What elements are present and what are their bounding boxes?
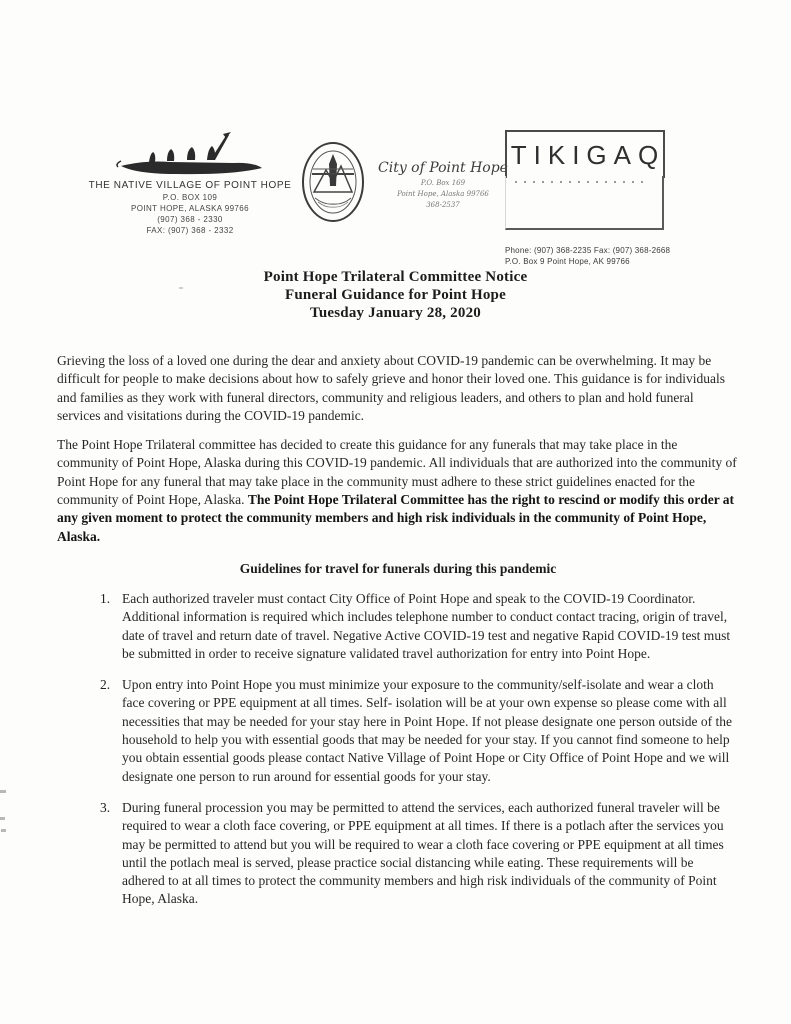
paragraph-guidance-normal: The Point Hope Trilateral committee has decided to create this guidance for any funerals that may take place in the community of Point Hope, Alaska during this COVID-19 pandemic. All individuals that are authorized into the community of Point Hope for any funeral that may take place in the community must adhere to these strict guidelines enacted for the community of Point Hope, Alaska. [57, 437, 737, 508]
guidelines-list [57, 590, 739, 909]
tikigaq-address: P.O. Box 9 Point Hope, AK 99766 [505, 257, 630, 266]
tikigaq-contact-block [505, 245, 675, 267]
native-village-city-line: POINT HOPE, ALASKA 99766 [131, 204, 249, 213]
scan-artifact [0, 790, 6, 793]
native-village-phone: (907) 368 - 2330 [157, 215, 223, 224]
paragraph-guidance-bold: The Point Hope Trilateral Committee has the right to rescind or modify this order at any given moment to protect the community members and high risk individuals in the community of Point Hope, Alaska. [57, 492, 735, 544]
list-item-number: 2. [100, 677, 111, 693]
native-village-name: THE NATIVE VILLAGE OF POINT HOPE [88, 180, 292, 191]
native-village-address: P.O. BOX 109 [162, 193, 218, 202]
city-name: City of Point Hope [378, 160, 508, 176]
notice-title-line-1: Point Hope Trilateral Committee Notice [263, 269, 528, 285]
tikigaq-wordmark: TIKIGAQ [510, 139, 666, 170]
list-item [57, 590, 739, 663]
city-address: P.O. Box 169 [420, 179, 466, 187]
notice-title-line-3: Tuesday January 28, 2020 [310, 305, 481, 321]
native-village-logo-block [75, 132, 305, 235]
list-item-text: Upon entry into Point Hope you must minimize your exposure to the community/self-isolate and wear a cloth face covering or PPE equipment at all times. Self- isolation will be at your own expense so please come with all necessities that may be needed for your stay here in Point Hope. If not please designate one person outside of the household to help you with essential goods that may be needed for your stay. If you cannot find someone to help you obtain essential goods please contact Native Village of Point Hope or City Office of Point Hope and we will designate one person to run around for essential goods for your stay. [122, 677, 732, 784]
umiak-whaling-boat-icon [115, 132, 265, 178]
notice-body [57, 352, 739, 922]
scan-artifact [179, 287, 183, 289]
scan-artifact [1, 829, 6, 832]
paragraph-grieving: Grieving the loss of a loved one during the dear and anxiety about COVID-19 pandemic can be overwhelming. It may be difficult for people to make decisions about how to safely grieve and honor their loved one. This guidance is for individuals and families as they work with funeral directors, community and religious leaders, and others to plan and hold funeral services and visitations during the COVID-19 pandemic. [57, 353, 725, 423]
city-text-block [378, 160, 508, 209]
paragraph-guidance [57, 436, 739, 546]
notice-title-block [0, 268, 791, 322]
list-item [57, 799, 739, 909]
list-item-text: Each authorized traveler must contact City Office of Point Hope and speak to the COVID-19 Coordinator. Additional information is required which includes telephone number to conduct contact tracing, origin of travel, date of travel and return date of travel. Negative Active COVID-19 test and negative Rapid COVID-19 test must be submitted in order to receive signature validated travel authorization for entry into Point Hope. [122, 590, 731, 661]
list-item [57, 676, 739, 786]
scan-artifact [0, 817, 5, 820]
city-city-line: Point Hope, Alaska 99766 [397, 190, 489, 198]
notice-title-line-2: Funeral Guidance for Point Hope [285, 287, 506, 303]
tikigaq-phone-fax: Phone: (907) 368-2235 Fax: (907) 368-2668 [505, 246, 671, 255]
tikigaq-frame-bracket [505, 176, 664, 230]
city-seal-icon [300, 140, 366, 224]
tikigaq-wordmark-box [505, 130, 665, 178]
list-item-number: 1. [100, 590, 111, 606]
list-item-number: 3. [100, 799, 111, 815]
guidelines-heading: Guidelines for travel for funerals during this pandemic [239, 560, 557, 576]
list-item-text: During funeral procession you may be permitted to attend the services, each authorized funeral traveler will be required to wear a cloth face covering, or PPE equipment at all times. If there is a potlach after the services you may be permitted to attend but you will be required to wear a cloth face covering or PPE equipment at all times until the potlach meal is served, please practice social distancing while eating. These requirements will be adhered to at all times to protect the community members and high risk individuals of the community of Point Hope, Alaska. [122, 799, 724, 907]
city-phone: 368-2537 [426, 201, 460, 209]
tikigaq-logo-block [505, 130, 675, 267]
letterhead [0, 0, 791, 266]
native-village-fax: FAX: (907) 368 - 2332 [146, 226, 234, 235]
